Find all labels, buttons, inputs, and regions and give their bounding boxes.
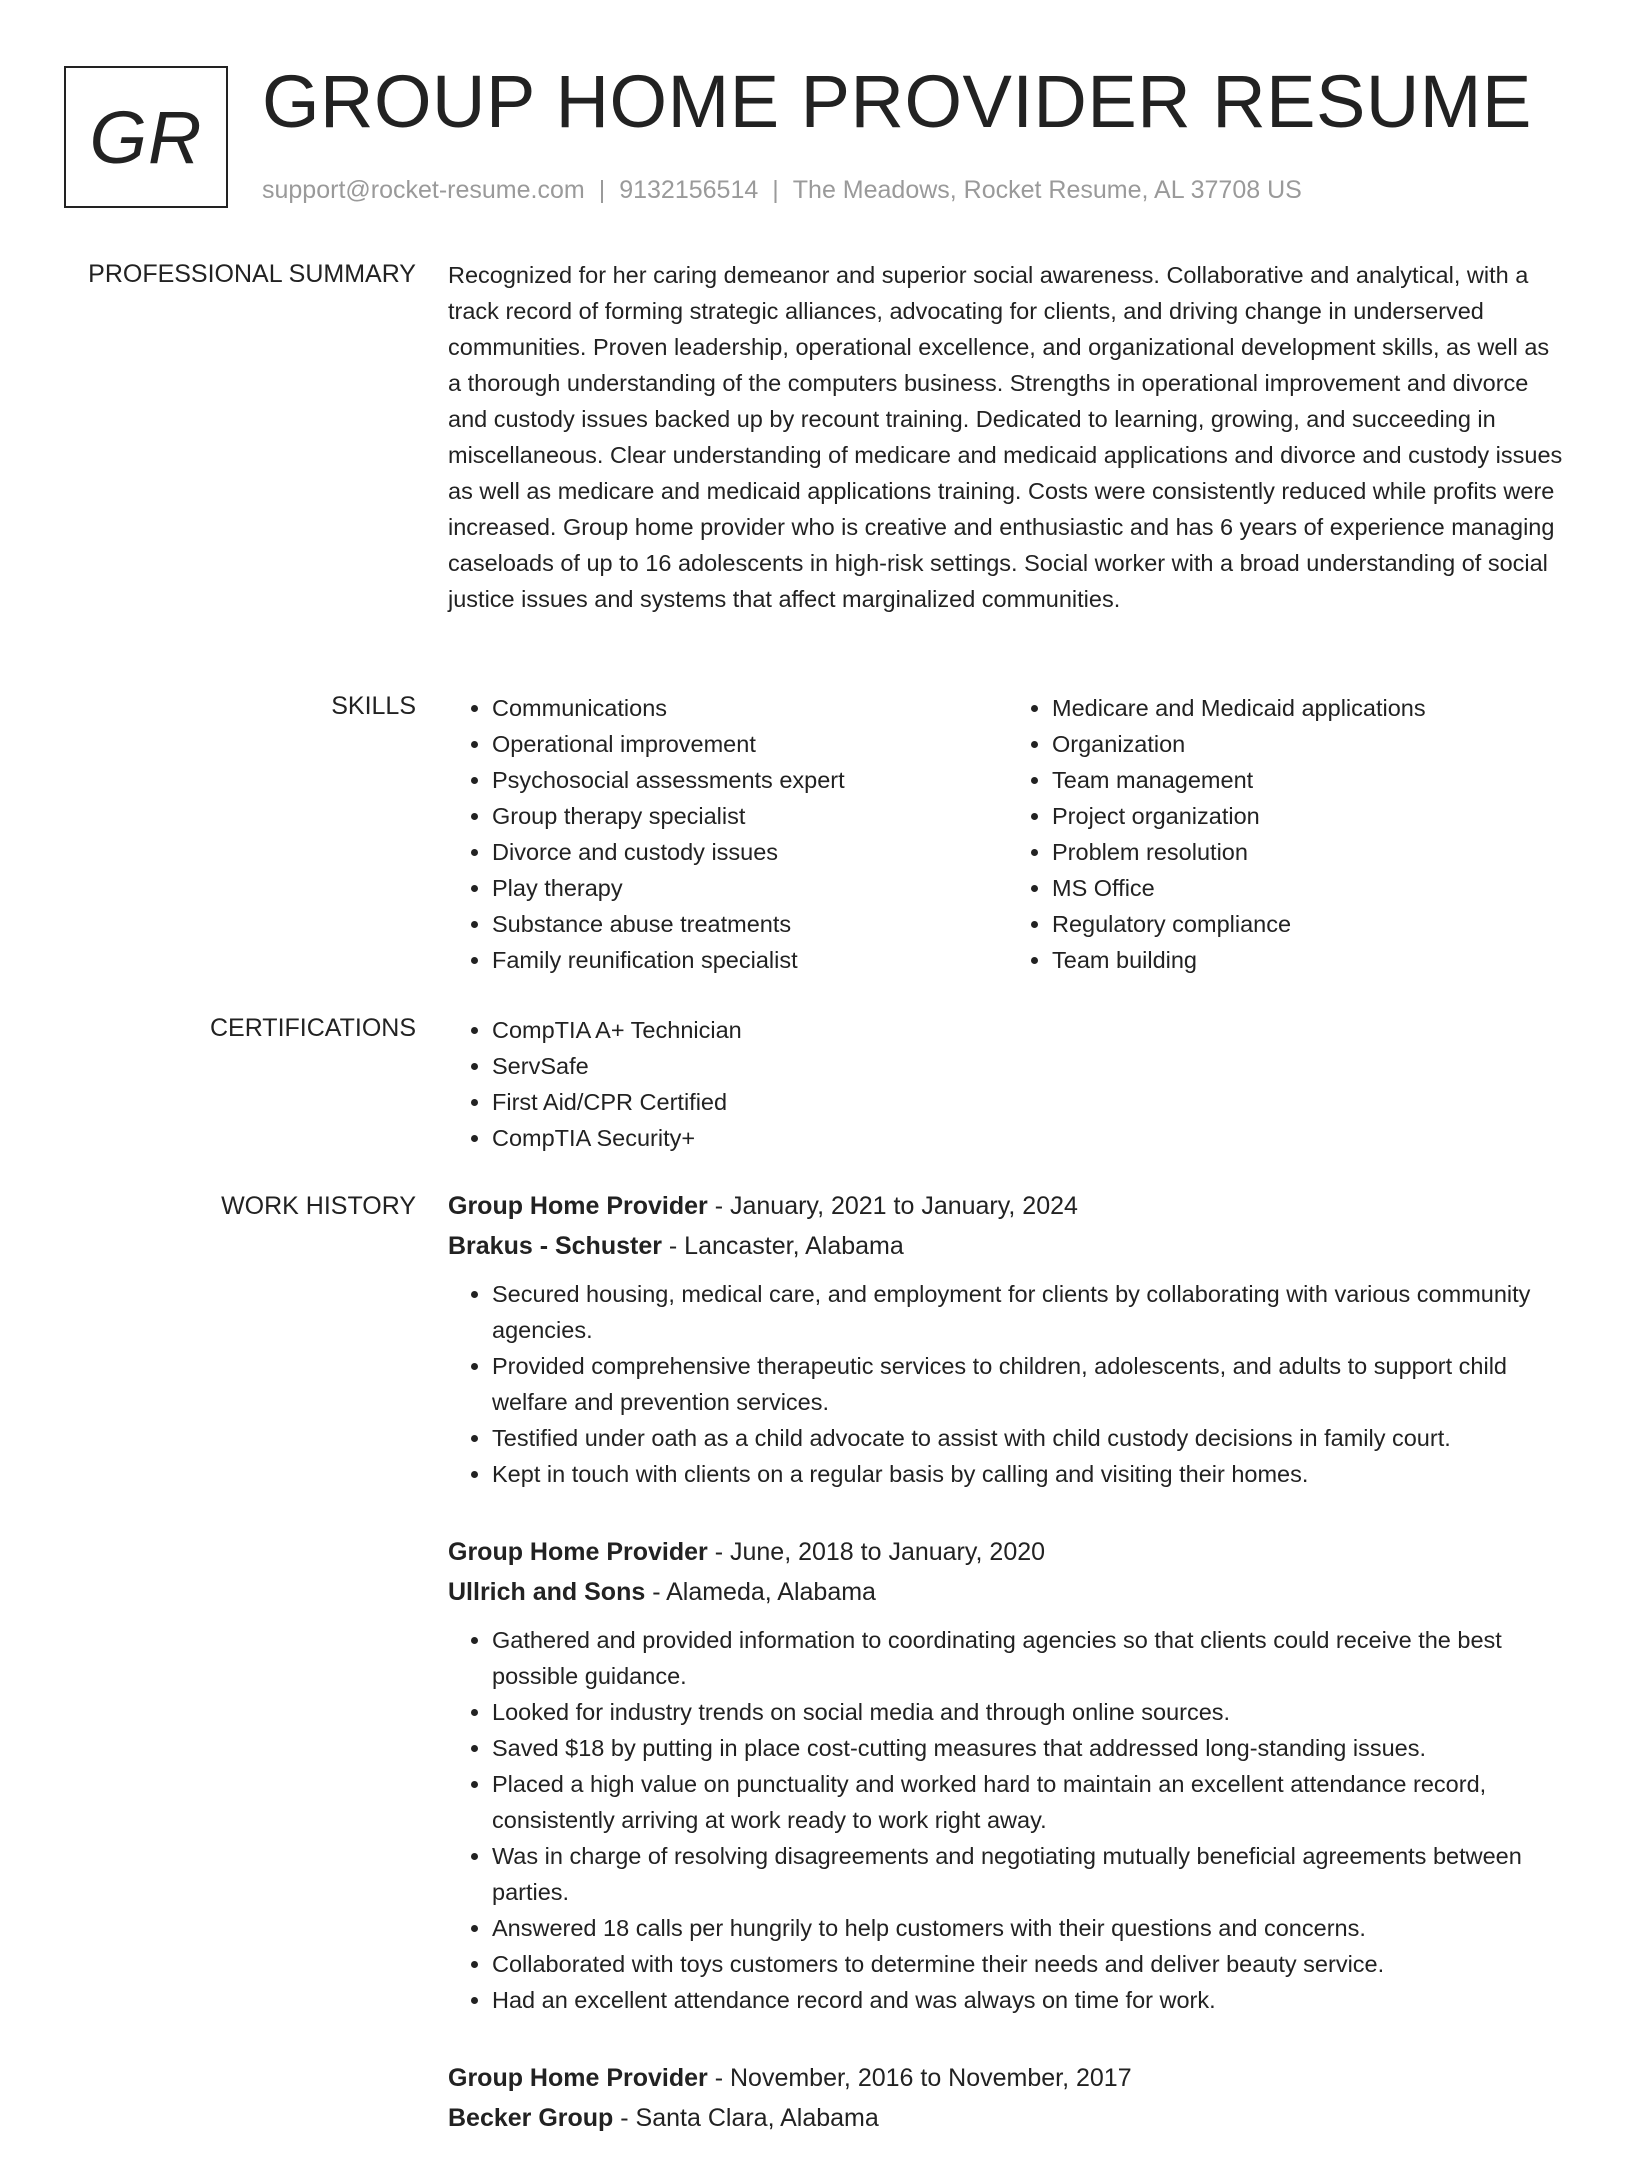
contact-email[interactable]: support@rocket-resume.com [262, 176, 585, 204]
skill-item: • MS Office [1052, 870, 1568, 906]
job-title: Group Home Provider [448, 1192, 708, 1220]
certification-item: • CompTIA A+ Technician [492, 1012, 1568, 1048]
contact-separator: | [772, 176, 779, 204]
skill-item: • Substance abuse treatments [492, 906, 1008, 942]
job-dates: - November, 2016 to November, 2017 [707, 2064, 1132, 2092]
job-company-line [448, 1572, 1568, 1612]
skill-item: • Problem resolution [1052, 834, 1568, 870]
job-bullet: • Had an excellent attendance record and was always on time for work. [492, 1982, 1568, 2018]
skill-item: • Group therapy specialist [492, 798, 1008, 834]
summary-heading: PROFESSIONAL SUMMARY [88, 260, 416, 288]
job-bullet: • Answered 18 calls per hungrily to help customers with their questions and concerns. [492, 1910, 1568, 1946]
monogram-text: GR [89, 95, 203, 179]
job-bullet: • Looked for industry trends on social media and through online sources. [492, 1694, 1568, 1730]
job-company: Brakus - Schuster [448, 1232, 662, 1260]
job-bullet: • Placed a high value on punctuality and worked hard to maintain an excellent attendance record, consistently arriving at work ready to work right away. [492, 1766, 1568, 1838]
job-dates: - June, 2018 to January, 2020 [707, 1538, 1046, 1566]
skills-heading: SKILLS [331, 692, 416, 720]
skill-item: • Psychosocial assessments expert [492, 762, 1008, 798]
job-bullet: • Kept in touch with clients on a regular basis by calling and visiting their homes. [492, 1456, 1568, 1492]
job-bullet: • Provided comprehensive therapeutic services to children, adolescents, and adults to support child welfare and prevention services. [492, 1348, 1568, 1420]
job-location: - Lancaster, Alabama [661, 1232, 904, 1260]
skill-item: • Medicare and Medicaid applications [1052, 690, 1568, 726]
job-entry [448, 2058, 1568, 2138]
job-bullets [448, 1276, 1568, 1492]
skill-item: • Project organization [1052, 798, 1568, 834]
job-location: - Santa Clara, Alabama [613, 2104, 879, 2132]
job-bullet: • Secured housing, medical care, and employment for clients by collaborating with various community agencies. [492, 1276, 1568, 1348]
job-title-line [448, 2058, 1568, 2098]
job-entry [448, 1186, 1568, 1492]
skills-list-left [448, 690, 1008, 978]
job-bullet: • Gathered and provided information to coordinating agencies so that clients could receive the best possible guidance. [492, 1622, 1568, 1694]
contact-line [262, 176, 1302, 205]
job-title: Group Home Provider [448, 1538, 708, 1566]
certifications-list [448, 1012, 1568, 1156]
job-dates: - January, 2021 to January, 2024 [707, 1192, 1078, 1220]
job-company: Ullrich and Sons [448, 1578, 646, 1606]
job-bullet: • Testified under oath as a child advocate to assist with child custody decisions in family court. [492, 1420, 1568, 1456]
job-location: - Alameda, Alabama [645, 1578, 876, 1606]
certifications-heading: CERTIFICATIONS [209, 1014, 416, 1042]
skill-item: • Play therapy [492, 870, 1008, 906]
summary-text: Recognized for her caring demeanor and superior social awareness. Collaborative and analytical, with a track record of forming strategic alliances, advocating for clients, and driving change in underserved communities. Proven leadership, operational excellence, and organizational development skills, as well as a thorough understanding of the computers business. Strengths in operational improvement and divorce and custody issues backed up by recount training. Dedicated to learning, growing, and succeeding in miscellaneous. Clear understanding of medicare and medicaid applications and divorce and custody issues as well as medicare and medicaid applications training. Costs were consistently reduced while profits were increased. Group home provider who is creative and enthusiastic and has 6 years of experience managing caseloads of up to 16 adolescents in high-risk settings. Social worker with a broad understanding of social justice issues and systems that affect marginalized communities. [448, 262, 1563, 612]
work-history-heading: WORK HISTORY [221, 1192, 416, 1220]
job-bullet: • Saved $18 by putting in place cost-cutting measures that addressed long-standing issues. [492, 1730, 1568, 1766]
skill-item: • Team management [1052, 762, 1568, 798]
job-bullet: • Was in charge of resolving disagreements and negotiating mutually beneficial agreements between parties. [492, 1838, 1568, 1910]
resume-title: GROUP HOME PROVIDER RESUME [262, 60, 1532, 143]
skill-item: • Operational improvement [492, 726, 1008, 762]
job-bullets [448, 1622, 1568, 2018]
certification-item: • ServSafe [492, 1048, 1568, 1084]
job-company-line [448, 2098, 1568, 2138]
job-title: Group Home Provider [448, 2064, 708, 2092]
skill-item: • Organization [1052, 726, 1568, 762]
skill-item: • Regulatory compliance [1052, 906, 1568, 942]
job-company: Becker Group [448, 2104, 614, 2132]
certification-item: • First Aid/CPR Certified [492, 1084, 1568, 1120]
job-bullet: • Collaborated with toys customers to determine their needs and deliver beauty service. [492, 1946, 1568, 1982]
contact-separator: | [598, 176, 606, 204]
monogram-badge [64, 66, 228, 208]
skill-item: • Communications [492, 690, 1008, 726]
skill-item: • Divorce and custody issues [492, 834, 1008, 870]
skill-item: • Team building [1052, 942, 1568, 978]
skills-list-right [1008, 690, 1568, 978]
certification-item: • CompTIA Security+ [492, 1120, 1568, 1156]
job-entry [448, 1532, 1568, 2018]
job-company-line [448, 1226, 1568, 1266]
skill-item: • Family reunification specialist [492, 942, 1008, 978]
job-title-line [448, 1532, 1568, 1572]
contact-address: The Meadows, Rocket Resume, AL 37708 US [792, 176, 1302, 204]
contact-phone[interactable]: 9132156514 [619, 176, 759, 204]
job-title-line [448, 1186, 1568, 1226]
